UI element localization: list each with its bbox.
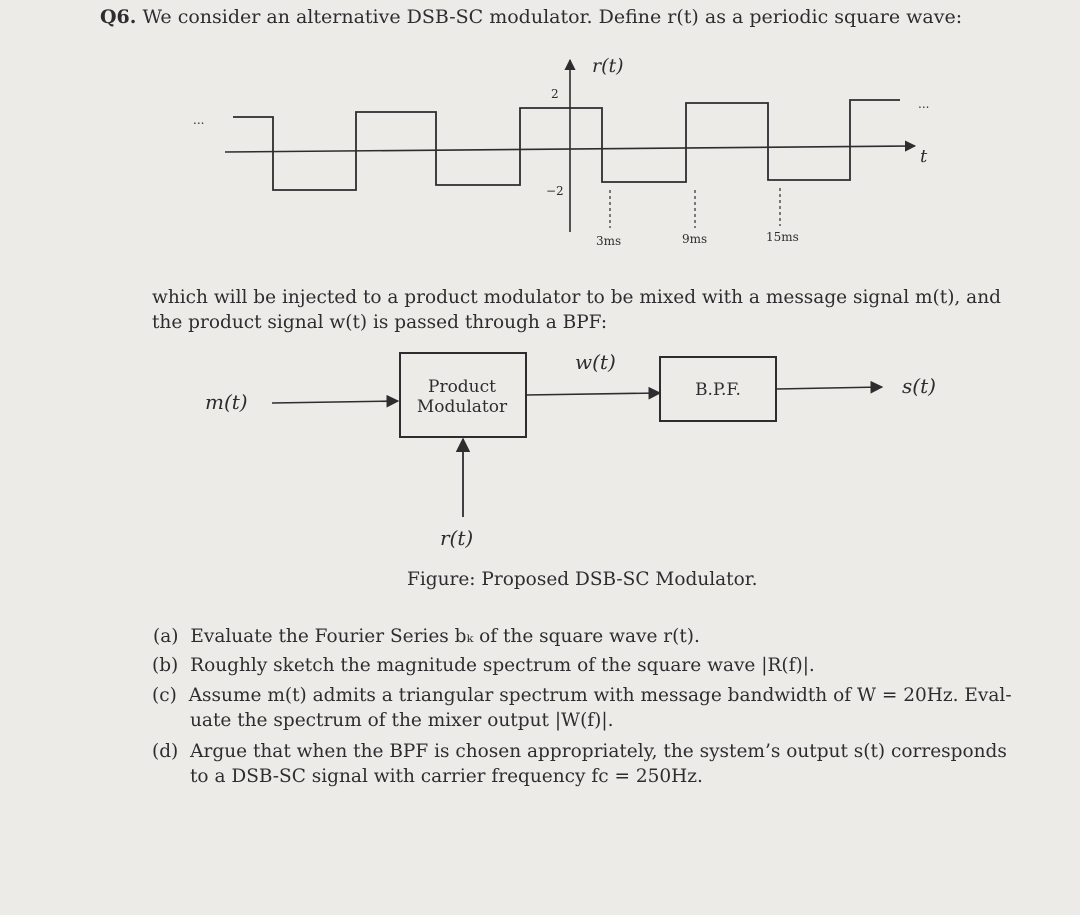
part-c-marker: (c) [152, 685, 177, 706]
mixer-label-line1: Product [428, 377, 496, 397]
mixer-label-line2: Modulator [416, 397, 508, 417]
part-d [152, 739, 1007, 789]
tick-label-9ms: 9ms [682, 232, 708, 246]
block-diagram [0, 345, 1080, 565]
dots-left: ... [193, 113, 205, 127]
level-high-label: 2 [551, 87, 559, 101]
part-d-marker: (d) [152, 741, 179, 762]
dots-right: ... [918, 97, 930, 111]
paragraph-line-1: which will be injected to a product modulator to be mixed with a message signal m(t), and [152, 287, 1001, 308]
part-c-text-line2: uate the spectrum of the mixer output |W(f)|. [190, 710, 614, 731]
description-paragraph [152, 285, 1001, 335]
question-intro: We consider an alternative DSB-SC modulator. Define r(t) as a periodic square wave: [142, 6, 963, 28]
paragraph-line-2: the product signal w(t) is passed through a BPF: [152, 312, 608, 333]
part-a-text: Evaluate the Fourier Series bₖ of the square wave r(t). [190, 626, 700, 647]
part-a [153, 624, 700, 649]
square-wave-plot [0, 40, 1080, 310]
level-low-label: −2 [546, 184, 564, 198]
tick-label-15ms: 15ms [766, 230, 799, 244]
part-c [152, 683, 1012, 733]
input-label: m(t) [205, 390, 248, 414]
part-b [152, 653, 815, 678]
carrier-label: r(t) [440, 526, 474, 550]
part-c-text-line1: Assume m(t) admits a triangular spectrum with message bandwidth of W = 20Hz. Eval- [188, 685, 1012, 706]
mid-arrow [526, 393, 660, 395]
time-label: t [920, 146, 928, 167]
mid-label: w(t) [575, 350, 616, 374]
axis-label-r: r(t) [592, 55, 624, 77]
part-d-text-line1: Argue that when the BPF is chosen appropriately, the system’s output s(t) corresponds [190, 741, 1007, 762]
part-d-text-line2: to a DSB-SC signal with carrier frequency fc = 250Hz. [190, 766, 703, 787]
tick-label-3ms: 3ms [596, 234, 622, 248]
question-number: Q6. [100, 6, 137, 28]
part-a-marker: (a) [153, 626, 179, 647]
part-b-text: Roughly sketch the magnitude spectrum of the square wave |R(f)|. [190, 655, 815, 676]
input-arrow [272, 401, 398, 403]
part-b-marker: (b) [152, 655, 179, 676]
question-header [100, 6, 962, 28]
figure-caption: Figure: Proposed DSB-SC Modulator. [407, 569, 758, 590]
output-label: s(t) [902, 374, 936, 398]
square-wave-trace [233, 100, 900, 190]
bpf-label: B.P.F. [695, 380, 741, 400]
output-arrow [776, 387, 882, 389]
